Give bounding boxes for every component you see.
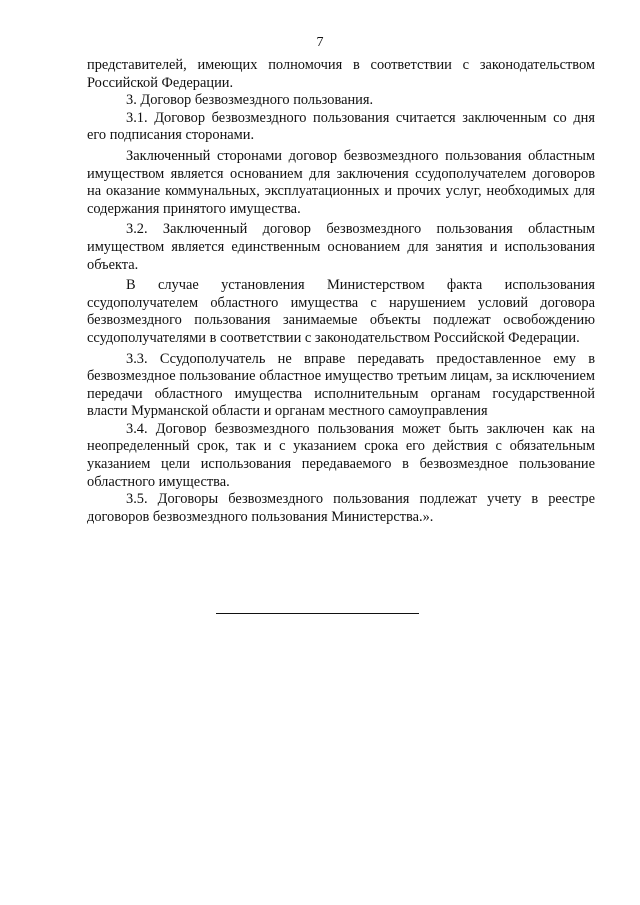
paragraph-continuation: представителей, имеющих полномочия в соответствии с законодательством Российской Федерации. xyxy=(87,57,595,91)
section-heading-contract: 3. Договор безвозмездного пользования. xyxy=(126,92,374,109)
clause-3-1-continuation: Заключенный сторонами договор безвозмездного пользования областным имуществом является основанием для заключения ссудополучателем договоров на оказание коммунальных, эксплуатационных и прочих услуг, необходимых для содержания принятого имущества. xyxy=(87,147,595,217)
page-number: 7 xyxy=(316,35,324,50)
end-of-document-rule xyxy=(216,613,419,614)
clause-3-3: 3.3. Ссудополучатель не вправе передавать предоставленное ему в безвозмездное пользование областное имущество третьим лицам, за исключением передачи областного имущества исполнительным органам государственной власти Мурманской области и органам местного самоуправления xyxy=(87,350,595,420)
clause-3-5: 3.5. Договоры безвозмездного пользования подлежат учету в реестре договоров безвозмездного пользования Министерства.». xyxy=(87,491,595,525)
document-body xyxy=(87,57,595,526)
clause-3-4: 3.4. Договор безвозмездного пользования может быть заключен как на неопределенный срок, так и с указанием срока его действия с обязательным указанием цели использования передаваемого в безвозмездное пользование областного имущества. xyxy=(87,420,595,490)
clause-3-1: 3.1. Договор безвозмездного пользования считается заключенным со дня его подписания сторонами. xyxy=(87,109,595,144)
clause-3-2: 3.2. Заключенный договор безвозмездного пользования областным имуществом является единственным основанием для занятия и использования объекта. xyxy=(87,221,595,273)
clause-3-2-continuation: В случае установления Министерством факта использования ссудополучателем областного имущества с нарушением условий договора безвозмездного пользования занимаемые объекты подлежат освобождению ссудополучателями в соответствии с законодательством Российской Федерации. xyxy=(87,277,595,346)
